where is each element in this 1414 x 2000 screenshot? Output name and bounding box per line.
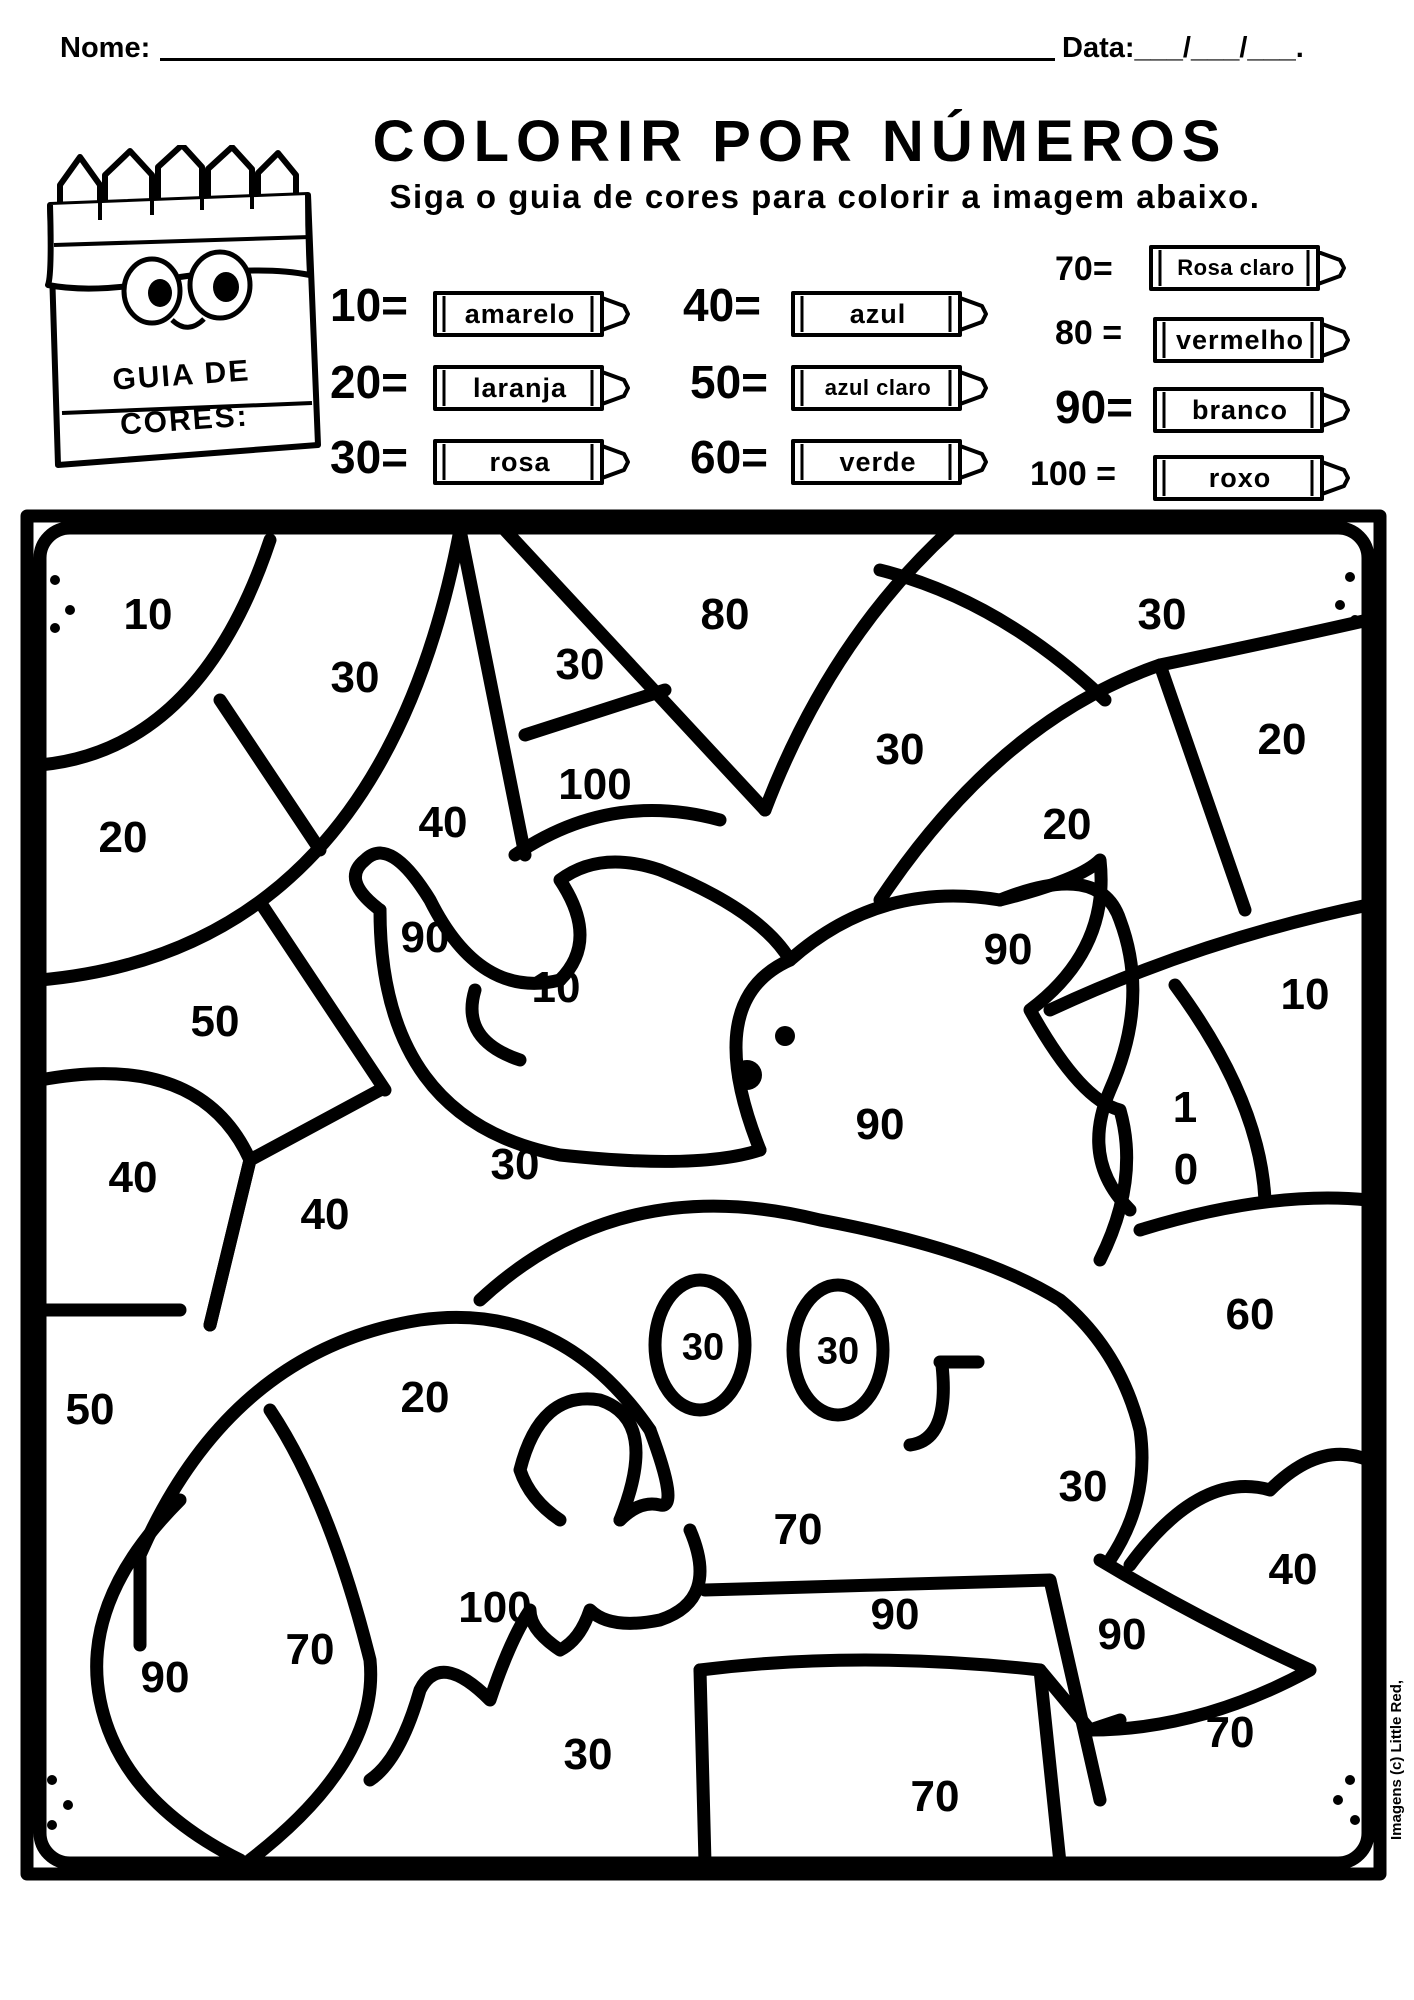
crayon-amarelo: amarelo <box>432 288 632 340</box>
date-label: Data:___/___/___. <box>1062 32 1304 64</box>
region-number[interactable]: 70 <box>773 1505 823 1554</box>
key-number-20: 20= <box>330 356 409 408</box>
key-number-10: 10= <box>330 279 409 331</box>
key-number-30: 30= <box>330 431 409 483</box>
region-number[interactable]: 30 <box>1058 1462 1108 1511</box>
name-label: Nome: <box>60 32 151 64</box>
crayon-roxo: roxo <box>1152 452 1352 504</box>
key-number-60: 60= <box>690 431 769 483</box>
key-number-100: 100 = <box>1030 455 1117 493</box>
key-number-70: 70= <box>1055 250 1113 288</box>
region-number[interactable]: 40 <box>418 798 468 847</box>
region-number[interactable]: 10 <box>123 590 173 639</box>
region-number[interactable]: 90 <box>870 1590 920 1639</box>
crayon-rosa: rosa <box>432 436 632 488</box>
crayon-vermelho: vermelho <box>1152 314 1352 366</box>
image-credit: Imagens (c) Little Red, <box>1388 1679 1405 1840</box>
region-number[interactable]: 70 <box>1205 1708 1255 1757</box>
region-number[interactable]: 100 <box>458 1583 532 1632</box>
region-number[interactable]: 30 <box>330 653 380 702</box>
crayon-azul-claro: azul claro <box>790 362 990 414</box>
page-subtitle: Siga o guia de cores para colorir a imagem abaixo. <box>389 178 1261 215</box>
region-number[interactable]: 20 <box>98 813 148 862</box>
region-number[interactable]: 20 <box>400 1373 450 1422</box>
guide-label-1: GUIA DE <box>111 354 252 397</box>
region-number[interactable]: 90 <box>400 913 450 962</box>
region-number[interactable]: 30 <box>681 1326 725 1369</box>
region-number[interactable]: 30 <box>563 1730 613 1779</box>
region-number[interactable]: 90 <box>140 1653 190 1702</box>
page-title: COLORIR POR NÚMEROS <box>372 109 1228 174</box>
key-number-80: 80 = <box>1055 314 1123 352</box>
region-number[interactable]: 80 <box>700 590 750 639</box>
region-number[interactable]: 10 <box>1280 970 1330 1019</box>
region-number[interactable]: 0 <box>1173 1145 1199 1194</box>
region-number[interactable]: 90 <box>855 1100 905 1149</box>
region-number[interactable]: 30 <box>875 725 925 774</box>
crayon-verde: verde <box>790 436 990 488</box>
region-number[interactable]: 30 <box>816 1330 860 1373</box>
region-number[interactable]: 90 <box>983 925 1033 974</box>
region-number[interactable]: 1 <box>1172 1083 1198 1132</box>
region-number[interactable]: 40 <box>300 1190 350 1239</box>
region-number[interactable]: 20 <box>1042 800 1092 849</box>
region-number[interactable]: 30 <box>555 640 605 689</box>
guide-label-2: CORES: <box>118 399 250 442</box>
key-number-50: 50= <box>690 356 769 408</box>
crayon-azul: azul <box>790 288 990 340</box>
region-number[interactable]: 30 <box>1137 590 1187 639</box>
region-number[interactable]: 20 <box>1257 715 1307 764</box>
crayon-laranja: laranja <box>432 362 632 414</box>
region-number[interactable]: 10 <box>531 963 581 1012</box>
region-number[interactable]: 30 <box>490 1140 540 1189</box>
crayon-branco: branco <box>1152 384 1352 436</box>
crayon-rosa-claro: Rosa claro <box>1148 242 1348 294</box>
region-number[interactable]: 40 <box>1268 1545 1318 1594</box>
key-number-40: 40= <box>683 279 762 331</box>
region-number[interactable]: 50 <box>65 1385 115 1434</box>
region-number[interactable]: 90 <box>1097 1610 1147 1659</box>
region-number[interactable]: 60 <box>1225 1290 1275 1339</box>
brand-credit: FOLHAS DE ATIVIDADES SUPERSTAR <box>1005 512 1341 529</box>
region-number[interactable]: 40 <box>108 1153 158 1202</box>
region-number[interactable]: 70 <box>285 1625 335 1674</box>
region-number[interactable]: 70 <box>910 1772 960 1821</box>
key-number-90: 90= <box>1055 381 1134 433</box>
region-number[interactable]: 50 <box>190 997 240 1046</box>
region-number[interactable]: 100 <box>558 760 632 809</box>
